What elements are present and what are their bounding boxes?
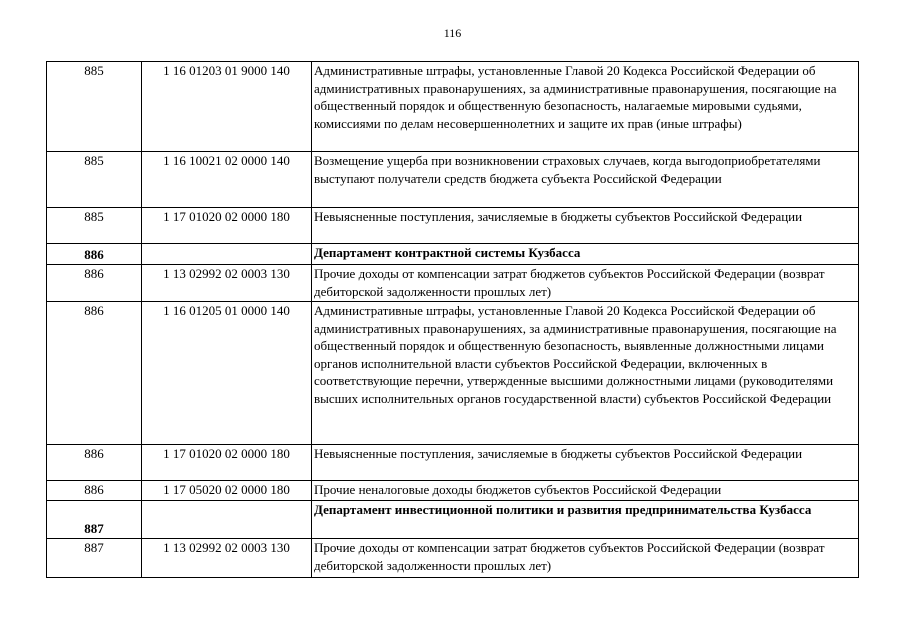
admin-code-cell: 885 bbox=[47, 208, 142, 244]
admin-code-cell: 886 bbox=[47, 265, 142, 302]
budget-code-cell: 1 13 02992 02 0003 130 bbox=[142, 265, 312, 302]
revenue-name-cell: Прочие доходы от компенсации затрат бюджетов субъектов Российской Федерации (возврат дебиторской задолженности прошлых лет) bbox=[312, 539, 859, 578]
budget-code-cell: 1 17 01020 02 0000 180 bbox=[142, 208, 312, 244]
department-header-row bbox=[47, 244, 859, 265]
revenue-name-cell: Невыясненные поступления, зачисляемые в бюджеты субъектов Российской Федерации bbox=[312, 208, 859, 244]
table-row bbox=[47, 265, 859, 302]
admin-code-cell: 886 bbox=[47, 302, 142, 445]
revenue-name-cell: Прочие доходы от компенсации затрат бюджетов субъектов Российской Федерации (возврат дебиторской задолженности прошлых лет) bbox=[312, 265, 859, 302]
admin-code-cell: 887 bbox=[47, 501, 142, 539]
table-row bbox=[47, 481, 859, 501]
budget-code-cell: 1 16 10021 02 0000 140 bbox=[142, 152, 312, 208]
table-row bbox=[47, 539, 859, 578]
budget-revenue-table bbox=[46, 61, 859, 578]
revenue-name-cell: Невыясненные поступления, зачисляемые в бюджеты субъектов Российской Федерации bbox=[312, 445, 859, 481]
budget-code-cell: 1 17 05020 02 0000 180 bbox=[142, 481, 312, 501]
table-row bbox=[47, 152, 859, 208]
budget-code-cell bbox=[142, 244, 312, 265]
admin-code-cell: 885 bbox=[47, 62, 142, 152]
revenue-name-cell: Административные штрафы, установленные Главой 20 Кодекса Российской Федерации об административных правонарушениях, за административные правонарушения, посягающие на общественный порядок и общественную безопасность, выявленные должностными лицами органов исполнительной власти субъектов Российской Федерации, включенных в соответствующие перечни, утвержденные высшими должностными лицами (руководителями высших исполнительных органов государственной власти) субъектов Российской Федерации bbox=[312, 302, 859, 445]
table-row bbox=[47, 445, 859, 481]
admin-code-cell: 885 bbox=[47, 152, 142, 208]
budget-code-cell: 1 17 01020 02 0000 180 bbox=[142, 445, 312, 481]
department-header-row bbox=[47, 501, 859, 539]
table-row bbox=[47, 208, 859, 244]
admin-code-cell: 886 bbox=[47, 481, 142, 501]
page-number: 116 bbox=[443, 26, 462, 40]
budget-code-cell: 1 16 01203 01 9000 140 bbox=[142, 62, 312, 152]
table-row bbox=[47, 62, 859, 152]
revenue-name-cell: Прочие неналоговые доходы бюджетов субъектов Российской Федерации bbox=[312, 481, 859, 501]
budget-code-cell: 1 16 01205 01 0000 140 bbox=[142, 302, 312, 445]
admin-code-cell: 886 bbox=[47, 445, 142, 481]
table-row bbox=[47, 302, 859, 445]
budget-code-cell: 1 13 02992 02 0003 130 bbox=[142, 539, 312, 578]
revenue-name-cell: Возмещение ущерба при возникновении страховых случаев, когда выгодоприобретателями выступают получатели средств бюджета субъекта Российской Федерации bbox=[312, 152, 859, 208]
admin-code-cell: 886 bbox=[47, 244, 142, 265]
admin-code-cell: 887 bbox=[47, 539, 142, 578]
department-name-cell: Департамент контрактной системы Кузбасса bbox=[312, 244, 859, 265]
budget-code-cell bbox=[142, 501, 312, 539]
revenue-name-cell: Административные штрафы, установленные Главой 20 Кодекса Российской Федерации об административных правонарушениях, за административные правонарушения, посягающие на общественный порядок и общественную безопасность, налагаемые мировыми судьями, комиссиями по делам несовершеннолетних и защите их прав (иные штрафы) bbox=[312, 62, 859, 152]
department-name-cell: Департамент инвестиционной политики и развития предпринимательства Кузбасса bbox=[312, 501, 859, 539]
